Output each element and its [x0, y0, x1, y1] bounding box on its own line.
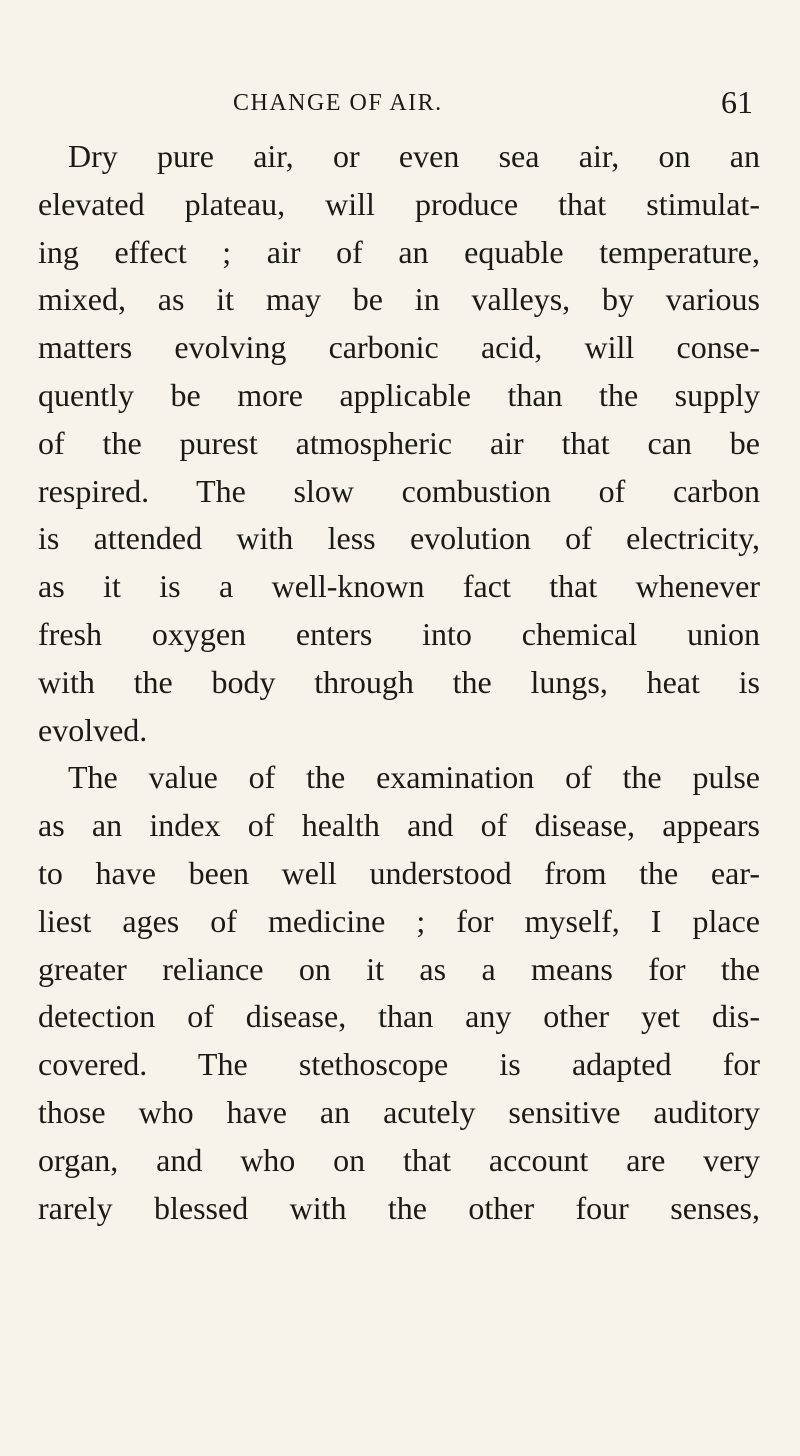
text-line: detection of disease, than any other yet dis-	[38, 998, 760, 1035]
text-line: greater reliance on it as a means for the	[38, 950, 760, 987]
text-line: fresh oxygen enters into chemical union	[38, 615, 760, 652]
text-line: with the body through the lungs, heat is	[38, 663, 760, 700]
text-line: evolved.	[38, 711, 148, 748]
text-line: The value of the examination of the pulse	[68, 759, 760, 796]
text-line: quently be more applicable than the supply	[38, 376, 760, 413]
text-line: of the purest atmospheric air that can be	[38, 424, 760, 461]
running-head-title: CHANGE OF AIR.	[233, 90, 443, 116]
text-line: those who have an acutely sensitive auditory	[38, 1093, 760, 1130]
paragraph-pulse	[38, 754, 760, 1232]
text-line: matters evolving carbonic acid, will conse-	[38, 329, 760, 366]
paragraph-air	[38, 133, 760, 754]
text-line: elevated plateau, will produce that stimulat-	[38, 185, 760, 222]
text-line: rarely blessed with the other four senses,	[38, 1189, 760, 1226]
text-line: respired. The slow combustion of carbon	[38, 472, 760, 509]
text-line: mixed, as it may be in valleys, by various	[38, 281, 760, 318]
text-line: liest ages of medicine ; for myself, I place	[38, 902, 760, 939]
text-line: ing effect ; air of an equable temperature,	[38, 233, 760, 270]
text-line: as it is a well-known fact that whenever	[38, 568, 760, 605]
text-line: organ, and who on that account are very	[38, 1141, 760, 1178]
text-line: to have been well understood from the ear-	[38, 854, 760, 891]
page-number: 61	[721, 84, 753, 120]
running-head	[233, 84, 753, 130]
text-line: covered. The stethoscope is adapted for	[38, 1046, 760, 1083]
text-line: is attended with less evolution of electricity,	[38, 520, 760, 557]
text-line: Dry pure air, or even sea air, on an	[68, 138, 760, 174]
text-line: as an index of health and of disease, appears	[38, 807, 760, 844]
body-text	[38, 133, 760, 1232]
